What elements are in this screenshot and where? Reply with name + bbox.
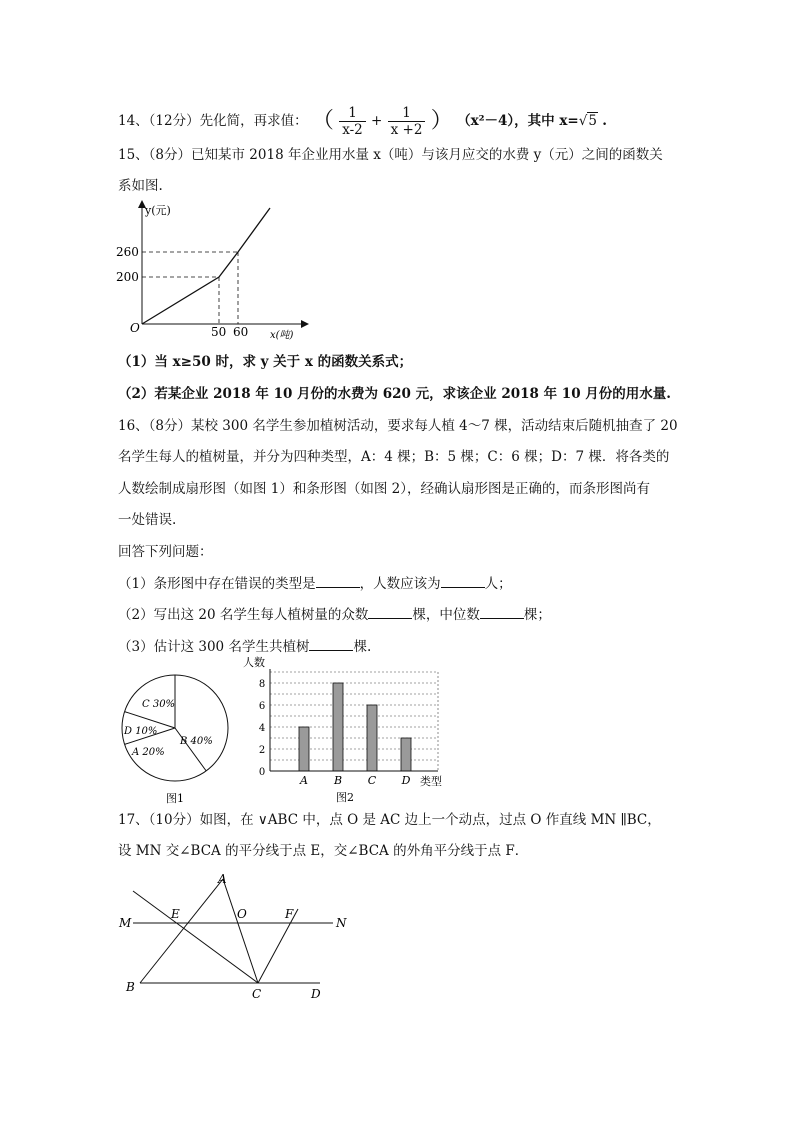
graph-x-label: x(吨) <box>270 330 294 341</box>
q14-plus: + <box>371 113 383 129</box>
q14-frac2-numerator: 1 <box>388 105 426 122</box>
q14-sqrt-value: 5 <box>588 113 597 129</box>
bar-d <box>401 738 411 771</box>
q15-function-graph <box>112 198 312 343</box>
graph-origin: O <box>130 321 140 335</box>
q14-end: . <box>602 113 607 129</box>
q16-answer-blank-median[interactable] <box>480 604 524 619</box>
q16-line2: 名学生每人的植树量，并分为四种类型，A：4 棵；B：5 棵；C：6 棵；D：7 棵．将各类的 <box>118 449 670 465</box>
q16-sub1-c: 人； <box>484 576 512 592</box>
q16-sub1 <box>118 573 512 594</box>
label-m: M <box>119 916 132 930</box>
bar-grid <box>270 672 438 771</box>
bar-category-a: A <box>300 774 308 787</box>
q14-line <box>118 103 607 140</box>
fig2-caption: 图2 <box>336 791 354 804</box>
graph-tick-260: 260 <box>116 245 139 259</box>
segment-ac <box>223 879 258 983</box>
q16-sub2-c: 棵； <box>523 607 551 623</box>
q16-answer-blank-type[interactable] <box>316 573 360 588</box>
graph-function-line <box>142 208 270 324</box>
label-b: B <box>126 980 135 994</box>
label-e: E <box>171 907 180 921</box>
q16-sub2-b: 棵，中位数 <box>412 607 480 623</box>
q14-factor: （x²－4），其中 x= <box>457 113 579 129</box>
bar-categories <box>299 774 411 787</box>
segment-ab <box>140 879 223 983</box>
label-c: C <box>252 987 262 1001</box>
bar-tick-label: 8 <box>258 679 266 690</box>
q17-line1: 17、（10分）如图，在 ∨ABC 中，点 O 是 AC 边上一个动点，过点 O 作直线 MN ∥BC， <box>118 812 661 828</box>
bar-tick-label: 0 <box>258 767 266 778</box>
q16-bar-chart <box>240 655 450 805</box>
pie-label-b: B 40% <box>180 736 213 747</box>
q14-sqrt-sign: √ <box>578 113 588 129</box>
bar-x-label: 类型 <box>420 775 442 788</box>
q14-prefix: 14、（12分）先化简，再求值： <box>118 113 308 129</box>
bar-y-label: 人数 <box>243 656 265 669</box>
bar-tick-label: 2 <box>258 745 266 756</box>
bar-category-d: D <box>401 774 411 787</box>
pie-label-a: A 20% <box>132 747 165 758</box>
label-d: D <box>311 987 321 1001</box>
pie-label-c: C 30% <box>142 699 176 710</box>
q16-line4: 一处错误. <box>118 512 177 528</box>
graph-tick-60: 60 <box>233 325 249 339</box>
q16-sub3-a: （3）估计这 300 名学生共植树 <box>118 639 310 655</box>
bar-tick-label: 4 <box>258 723 266 734</box>
q16-sub1-a: （1）条形图中存在错误的类型是 <box>118 576 316 592</box>
label-n: N <box>336 916 347 930</box>
q14-frac1-denominator: x-2 <box>342 122 363 138</box>
q15-line2: 系如图. <box>118 178 163 194</box>
bar-category-c: C <box>367 774 377 787</box>
graph-y-label: y(元) <box>145 204 171 217</box>
q14-rparen: ） <box>430 108 453 134</box>
q16-sub2-a: （2）写出这 20 名学生每人植树量的众数 <box>118 607 369 623</box>
bar-a <box>299 727 309 771</box>
bar-y-ticks <box>259 679 265 778</box>
q16-line1: 16、（8分）某校 300 名学生参加植树活动，要求每人植 4～7 棵，活动结束后随机抽查了 20 <box>118 418 678 434</box>
q15-line1: 15、（8分）已知某市 2018 年企业用水量 x（吨）与该月应交的水费 y（元）之间的函数关 <box>118 147 663 163</box>
q16-sub3 <box>118 636 371 657</box>
bar-c <box>367 705 377 771</box>
q14-lparen: （ <box>311 108 334 134</box>
q14-frac2-denominator: x +2 <box>390 122 423 138</box>
fig1-caption: 图1 <box>166 792 184 805</box>
q14-fraction-2 <box>388 105 426 138</box>
label-f: F <box>285 907 294 921</box>
q15-sub2: （2）若某企业 2018 年 10 月份的水费为 620 元，求该企业 2018 年 10 月份的用水量. <box>118 386 671 402</box>
q16-line5: 回答下列问题： <box>118 544 213 560</box>
q16-sub3-b: 棵. <box>353 639 372 655</box>
q16-answer-blank-count[interactable] <box>441 573 485 588</box>
q14-fraction-1 <box>339 105 366 138</box>
q17-geometry-figure <box>115 870 355 1005</box>
q15-sub1: （1）当 x≥50 时，求 y 关于 x 的函数关系式； <box>118 354 413 370</box>
label-o: O <box>237 907 247 921</box>
graph-tick-50: 50 <box>211 325 227 339</box>
q14-frac1-numerator: 1 <box>339 105 366 122</box>
bar-tick-label: 6 <box>258 701 266 712</box>
q16-sub1-b: ，人数应该为 <box>359 576 441 592</box>
q17-line2: 设 MN 交∠BCA 的平分线于点 E，交∠BCA 的外角平分线于点 F． <box>118 843 529 859</box>
label-a: A <box>218 872 227 886</box>
graph-tick-200: 200 <box>116 270 139 284</box>
pie-label-d: D 10% <box>124 726 158 737</box>
bar-b <box>333 683 343 771</box>
q16-sub2 <box>118 604 551 625</box>
bisector-ce <box>133 891 258 983</box>
q16-line3: 人数绘制成扇形图（如图 1）和条形图（如图 2），经确认扇形图是正确的，而条形图尚有 <box>118 481 651 497</box>
bar-category-b: B <box>333 774 343 787</box>
q16-answer-blank-mode[interactable] <box>368 604 412 619</box>
q16-answer-blank-total[interactable] <box>309 636 353 651</box>
q16-pie-chart <box>115 668 235 808</box>
